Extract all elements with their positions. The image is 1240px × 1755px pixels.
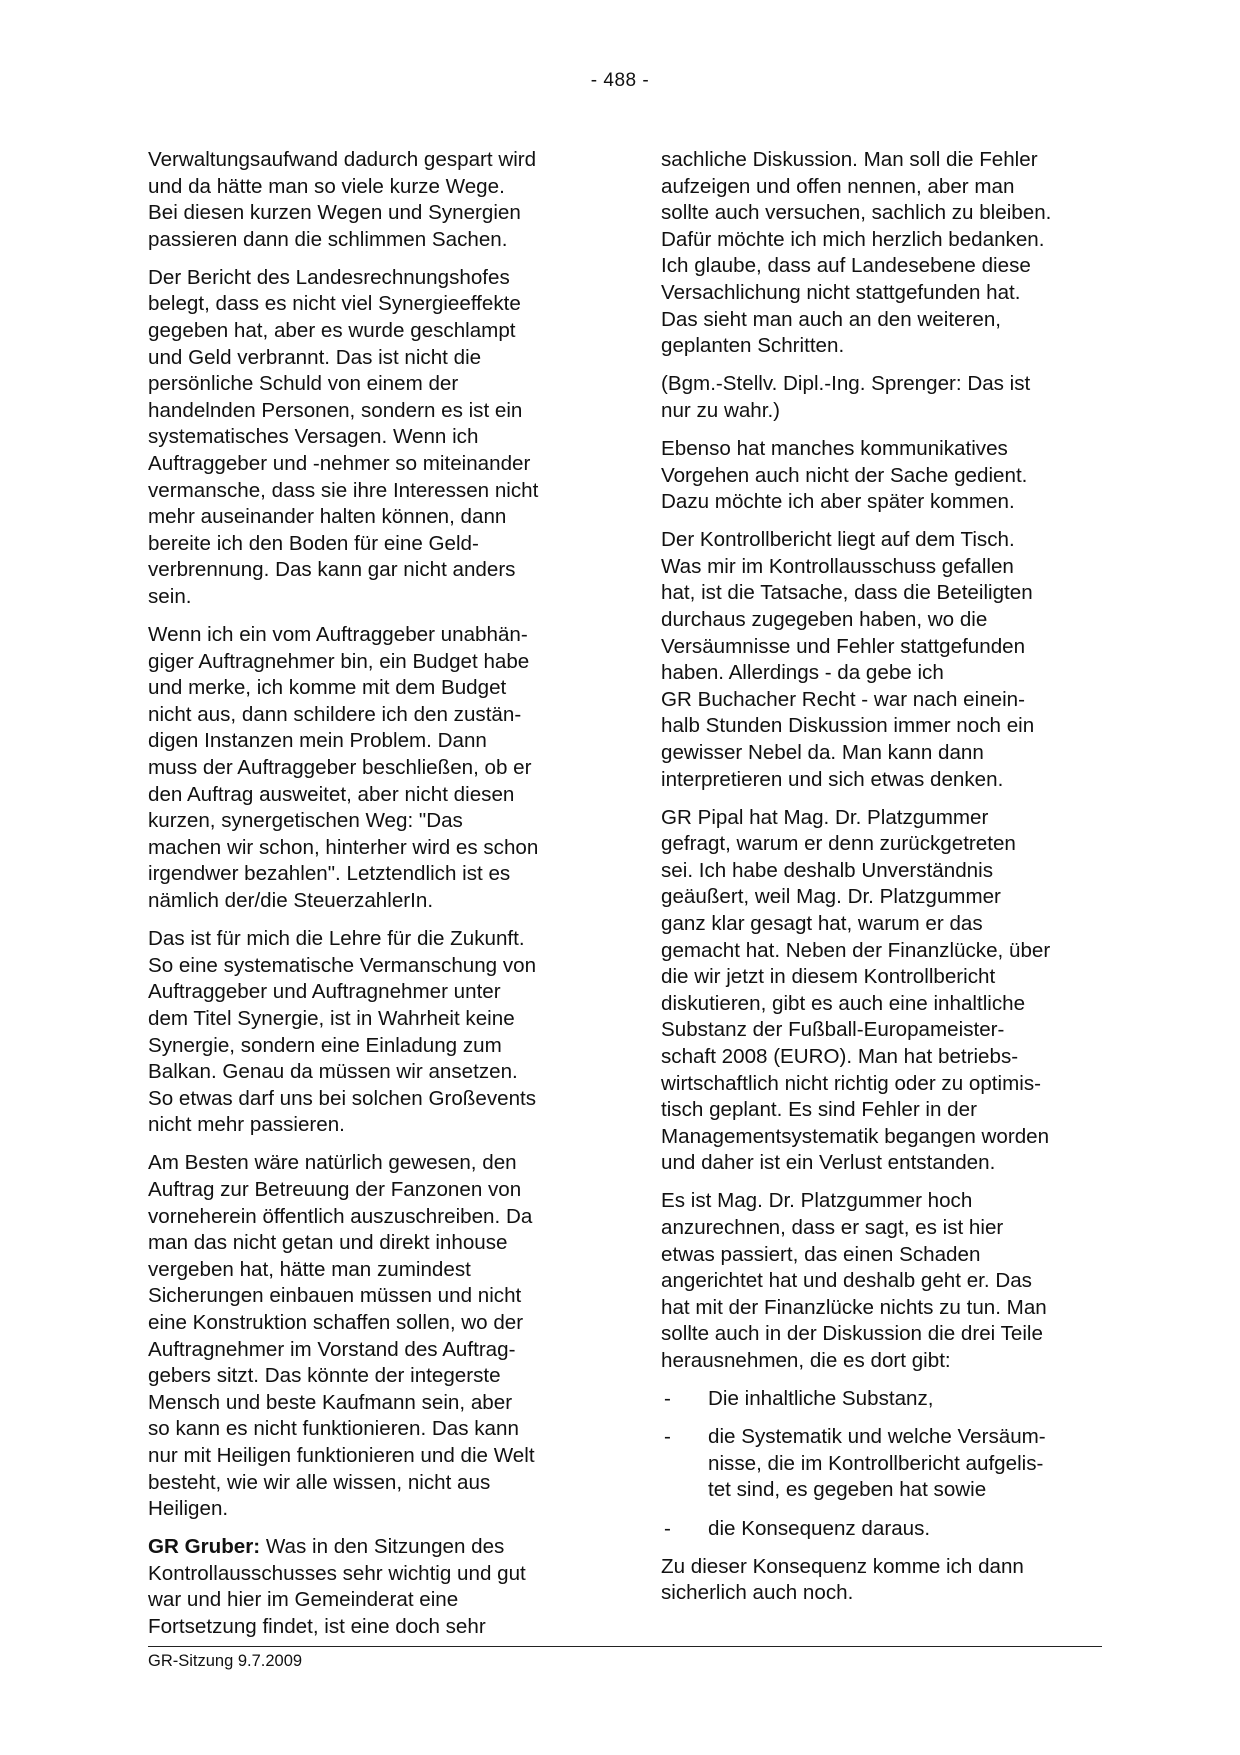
paragraph: Ebenso hat manches kommunikatives Vorgehen auch nicht der Sache gedient. Dazu möchte ich aber später kommen.: [661, 436, 1028, 514]
speaker-paragraph: [148, 1534, 593, 1640]
left-column: [148, 147, 593, 1652]
list-marker: -: [664, 1387, 671, 1411]
paragraph: sachliche Diskussion. Man soll die Fehler aufzeigen und offen nennen, aber man sollte auch versuchen, sachlich zu bleiben. Dafür möchte ich mich herzlich bedanken. Ich glaube, dass auf Landesebene diese Versachlichung nicht stattgefunden hat. Das sieht man auch an den weiteren, geplanten Schritten.: [661, 148, 1052, 358]
list-item: [661, 1516, 1111, 1543]
speaker-name: GR Gruber:: [148, 1535, 261, 1559]
paragraph: Das ist für mich die Lehre für die Zukunft. So eine systematische Vermanschung von Auftraggeber und Auftragnehmer unter dem Titel Synergie, ist in Wahrheit keine Synergie, sondern eine Einladung zum Balkan. Genau da müssen wir ansetzen. So etwas darf uns bei solchen Großevents nicht mehr passieren.: [148, 927, 537, 1137]
footer-divider: [148, 1646, 1102, 1647]
paragraph: Am Besten wäre natürlich gewesen, den Auftrag zur Betreuung der Fanzonen von vorneherein öffentlich auszuschreiben. Da man das nicht getan und direkt inhouse vergeben hat, hätte man zumindest Sicherungen einbauen müssen und nicht eine Konstruktion schaffen sollen, wo der Auftragnehmer im Vorstand des Auftrag- gebers sitzt. Das könnte der integerste Mensch und beste Kaufmann sein, aber so kann es nicht funktionieren. Das kann nur mit Heiligen funktionieren und die Welt besteht, wie wir alle wissen, nicht aus Heiligen.: [148, 1151, 535, 1521]
list-item-text: die Systematik und welche Versäum- nisse, die im Kontrollbericht aufgelis- tet sind, es gegeben hat sowie: [708, 1425, 1046, 1502]
paragraph: Zu dieser Konsequenz komme ich dann sicherlich auch noch.: [661, 1554, 1024, 1605]
paragraph: Der Kontrollbericht liegt auf dem Tisch. Was mir im Kontrollausschuss gefallen hat, ist die Tatsache, dass die Beteiligten durchaus zugegeben haben, wo die Versäumnisse und Fehler stattgefunden haben. Allerdings - da gebe ich GR Buchacher Recht - war nach einein- halb Stunden Diskussion immer noch ein gewisser Nebel da. Man kann dann interpretieren und sich etwas denken.: [661, 528, 1035, 791]
list-item: [661, 1424, 1111, 1504]
page-number: - 488 -: [590, 70, 650, 91]
paragraph: Der Bericht des Landesrechnungshofes belegt, dass es nicht viel Synergieeffekte gegeben hat, aber es wurde geschlampt und Geld verbrannt. Das ist nicht die persönliche Schuld von einem der handelnden Personen, sondern es ist ein systematisches Versagen. Wenn ich Auftraggeber und -nehmer so miteinander vermansche, dass sie ihre Interessen nicht mehr auseinander halten können, dann bereite ich den Boden für eine Geld- verbrennung. Das kann gar nicht anders sein.: [148, 265, 539, 608]
dash-list: [661, 1386, 1111, 1542]
list-item-text: Die inhaltliche Substanz,: [708, 1387, 934, 1411]
paragraph: Verwaltungsaufwand dadurch gespart wird und da hätte man so viele kurze Wege. Bei diesen kurzen Wegen und Synergien passieren dann die schlimmen Sachen.: [148, 148, 537, 251]
list-item: [661, 1386, 1111, 1413]
paragraph: Es ist Mag. Dr. Platzgummer hoch anzurechnen, dass er sagt, es ist hier etwas passiert, das einen Schaden angerichtet hat und deshalb geht er. Das hat mit der Finanzlücke nichts zu tun. Man sollte auch in der Diskussion die drei Teile herausnehmen, die es dort gibt:: [661, 1189, 1047, 1373]
right-column: [661, 147, 1111, 1618]
list-item-text: die Konsequenz daraus.: [708, 1516, 931, 1540]
speaker-text: Was in den Sitzungen des Kontrollausschusses sehr wichtig und gut war und hier im Gemeinderat eine Fortsetzung findet, ist eine doch sehr: [148, 1535, 526, 1638]
list-marker: -: [664, 1516, 671, 1540]
list-marker: -: [664, 1425, 671, 1449]
paragraph: Wenn ich ein vom Auftraggeber unabhän- giger Auftragnehmer bin, ein Budget habe und merke, ich komme mit dem Budget nicht aus, dann schildere ich den zustän- digen Instanzen mein Problem. Dann muss der Auftraggeber beschließen, ob er den Auftrag ausweitet, aber nicht diesen kurzen, synergetischen Weg: "Das machen wir schon, hinterher wird es schon irgendwer bezahlen". Letztendlich ist es nämlich der/die SteuerzahlerIn.: [148, 623, 539, 913]
footer-session-label: GR-Sitzung 9.7.2009: [148, 1652, 303, 1670]
paragraph: GR Pipal hat Mag. Dr. Platzgummer gefragt, warum er denn zurückgetreten sei. Ich habe deshalb Unverständnis geäußert, weil Mag. Dr. Platzgummer ganz klar gesagt hat, warum er das gemacht hat. Neben der Finanzlücke, über die wir jetzt in diesem Kontrollbericht diskutieren, gibt es auch eine inhaltliche Substanz der Fußball-Europameister- schaft 2008 (EURO). Man hat betriebs- wirtschaftlich nicht richtig oder zu optimis- tisch geplant. Es sind Fehler in der Managementsystematik begangen worden und daher ist ein Verlust entstanden.: [661, 805, 1051, 1175]
interjection: (Bgm.-Stellv. Dipl.-Ing. Sprenger: Das ist nur zu wahr.): [661, 372, 1031, 422]
